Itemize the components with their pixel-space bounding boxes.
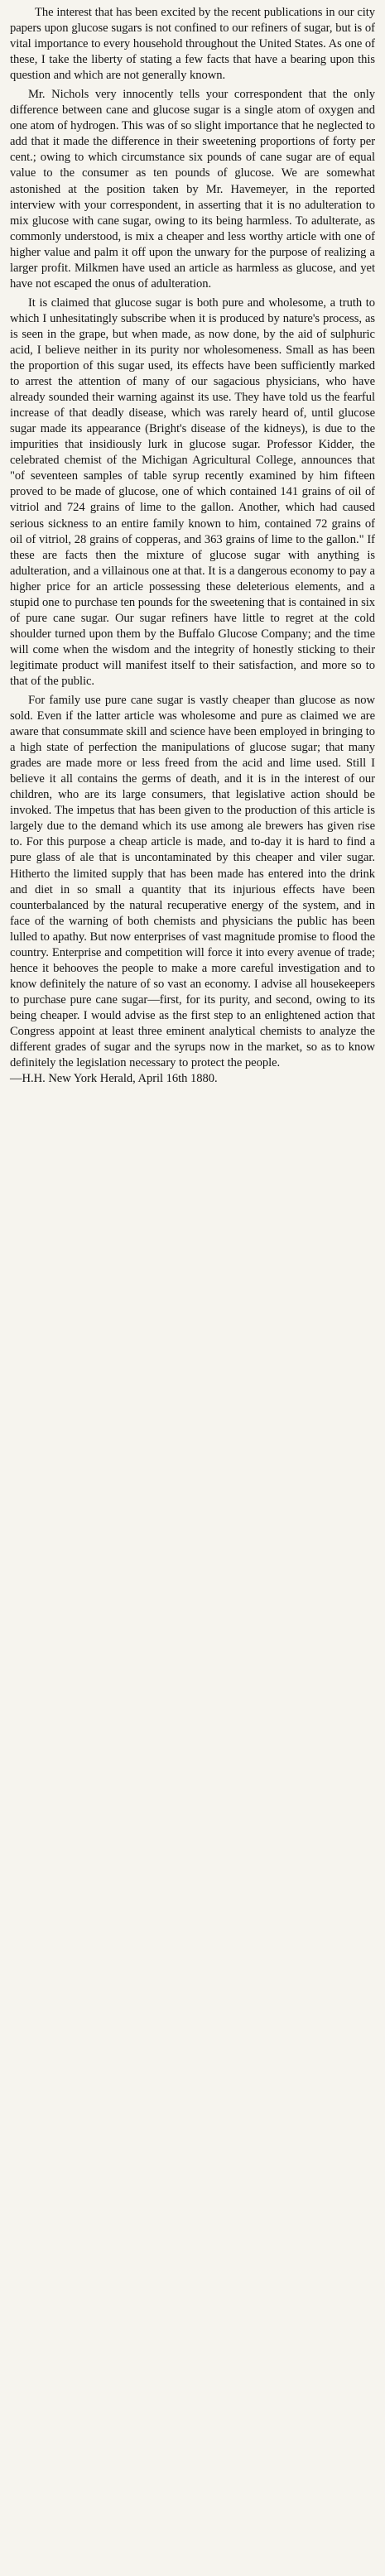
article-paragraph-1: The interest that has been excited by the recent publications in our city papers upon glucose sugars is not confined to our refiners of sugar, but is of vital importance to every household throughout the United States. As one of these, I take the liberty of stating a few facts that have a bearing upon this question and which are not generally known. [10, 6, 375, 83]
article-signature: —H.H. New York Herald, April 16th 1880. [10, 1072, 218, 1086]
article-paragraph-4: For family use pure cane sugar is vastly cheaper than glucose as now sold. Even if the latter article was wholesome and pure as claimed we are aware that consummate skill and science have been employed in bringing to a high state of perfection the manipulations of glucose sugar; that many grades are made more or less freed from the acid and lime used. Still I believe it all contains the germs of death, and it is in the interest of our children, who are its large consumers, that legislative action should be invoked. The impetus that has been given to the production of this article is largely due to the demand which its use among ale brewers has given rise to. For this purpose a cheap article is made, and to-day it is hard to find a pure glass of ale that is uncontaminated by this cheaper and viler sugar. Hitherto the limited supply that has been made has entered into the drink and diet in so small a quantity that its injurious effects have been counterbalanced by the natural recuperative energy of the system, and in face of the warning of both chemists and physicians the public has been lulled to apathy. But now enterprises of vast magnitude promise to flood the country. Enterprise and competition will force it into every avenue of trade; hence it behooves the people to make a more careful investigation and to know definitely the nature of so vast an economy. I advise all housekeepers to purchase pure cane sugar—first, for its purity, and second, owing to its being cheaper. I would advise as the first step to an enlightened action that Congress appoint at least three eminent analytical chemists to analyze the different grades of sugar and the syrups now in the market, so as to know definitely the legislation necessary to protect the people. [10, 694, 375, 1070]
article-paragraph-2: Mr. Nichols very innocently tells your correspondent that the only difference between cane and glucose sugar is a single atom of oxygen and one atom of hydrogen. This was of so slight importance that he neglected to add that it made the difference in their sweetening proportions of forty per cent.; owing to which circumstance six pounds of cane sugar are of equal value to the consumer as ten pounds of glucose. We are somewhat astonished at the position taken by Mr. Havemeyer, in the reported interview with your correspondent, in asserting that it is no adulteration to mix glucose with cane sugar, owing to its being harmless. To adulterate, as commonly understood, is mix a cheaper and less worthy article with one of higher value and palm it off upon the unwary for the purpose of realizing a larger profit. Milkmen have used an article as harmless as glucose, and yet have not escaped the onus of adulteration. [10, 88, 375, 291]
article-column [10, 5, 375, 1087]
article-paragraph-3: It is claimed that glucose sugar is both pure and wholesome, a truth to which I unhesitatingly subscribe when it is produced by nature's process, as is seen in the grape, but when made, as now done, by the aid of sulphuric acid, I believe neither in its purity nor wholesomeness. Small as has been the proportion of this sugar used, its effects have been sufficiently marked to arrest the attention of many of our sagacious physicians, who have already sounded their warning against its use. They have told us the fearful increase of that deadly disease, which was rarely heard of, until glucose sugar made its appearance (Bright's disease of the kidneys), is due to the impurities that insidiously lurk in glucose sugar. Professor Kidder, the celebrated chemist of the Michigan Agricultural College, announces that "of seventeen samples of table syrup recently examined by him fifteen proved to be made of glucose, one of which contained 141 grains of oil of vitriol and 724 grains of lime to the gallon. Another, which had caused serious sickness to an entire family known to him, contained 72 grains of oil of vitriol, 28 grains of copperas, and 363 grains of lime to the gallon." If these are facts then the mixture of glucose sugar with anything is adulteration, and a villainous one at that. It is a dangerous economy to pay a higher price for an article possessing these deleterious elements, and a stupid one to purchase ten pounds for the sweetening that is contained in six of pure cane sugar. Our sugar refiners have little to regret at the cold shoulder turned upon them by the Buffalo Glucose Company; and the time will come when the wisdom and the integrity of honestly sticking to their legitimate product will manifest itself to their satisfaction, and more so to that of the public. [10, 296, 375, 688]
